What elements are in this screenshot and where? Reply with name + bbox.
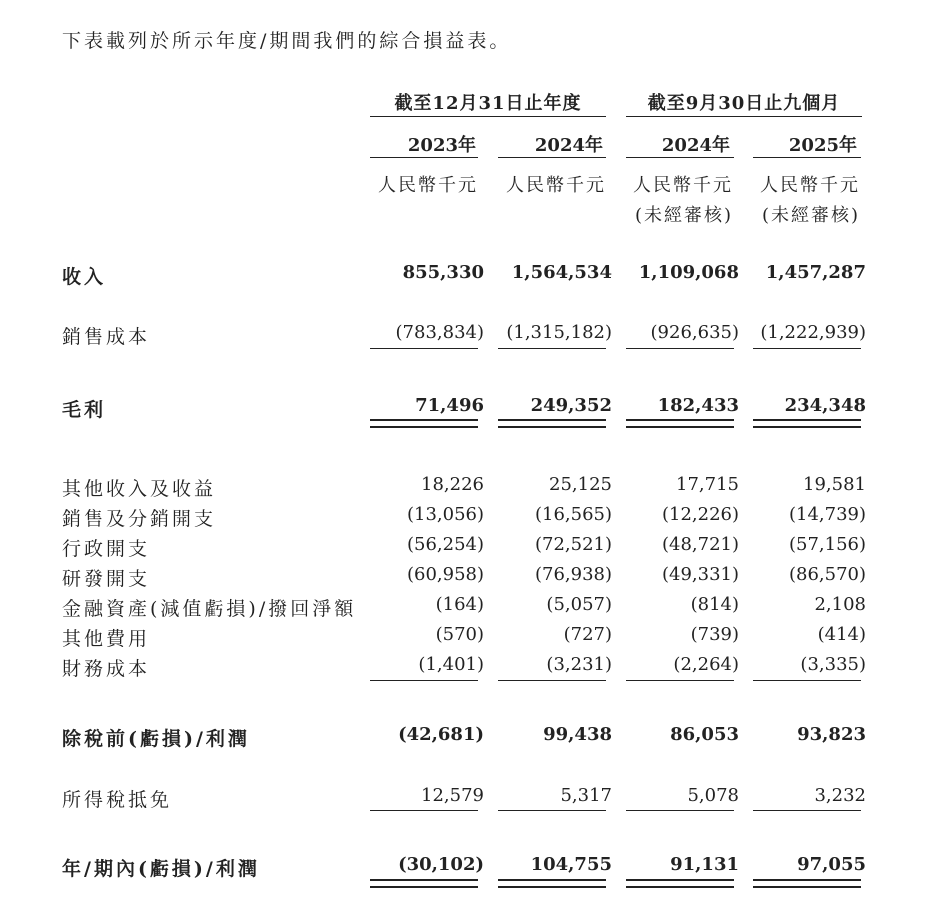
table-row-income-tax — [0, 785, 934, 811]
table-row-finance-costs — [0, 654, 934, 680]
row-label: 所得稅抵免 — [62, 789, 173, 811]
annual-group-rule — [370, 116, 606, 117]
table-row-other-expenses — [0, 624, 934, 650]
double-underline — [498, 879, 606, 888]
subtotal-rule — [753, 680, 861, 681]
double-underline — [753, 419, 861, 428]
table-row-revenue — [0, 262, 934, 288]
unit-label-3: 人民幣千元 — [633, 175, 733, 196]
double-underline — [626, 879, 734, 888]
unit-label-2: 人民幣千元 — [506, 175, 606, 196]
row-value: 234,348 — [784, 395, 866, 416]
row-label: 毛利 — [62, 399, 107, 421]
subtotal-rule — [370, 348, 478, 349]
row-label: 研發開支 — [62, 568, 151, 590]
row-value: (570) — [435, 624, 484, 645]
unaudited-note-3: (未經審核) — [634, 205, 733, 226]
double-underline — [370, 419, 478, 428]
subtotal-rule — [753, 348, 861, 349]
subtotal-rule — [498, 680, 606, 681]
annual-group-header: 截至12月31日止年度 — [394, 93, 582, 114]
table-row-selling-expenses — [0, 504, 934, 530]
row-value: (1,315,182) — [506, 322, 612, 343]
row-value: 5,078 — [687, 785, 739, 806]
row-value: 97,055 — [797, 854, 866, 875]
row-value: (164) — [435, 594, 484, 615]
row-value: (2,264) — [673, 654, 739, 675]
year-header-3: 2024年 — [661, 135, 730, 156]
unit-label-4: 人民幣千元 — [760, 175, 860, 196]
row-label: 行政開支 — [62, 538, 151, 560]
table-row-cost-of-sales — [0, 322, 934, 348]
table-row-gross-profit — [0, 395, 934, 421]
row-label: 財務成本 — [62, 658, 151, 680]
subtotal-rule — [498, 810, 606, 811]
row-value: (72,521) — [534, 534, 612, 555]
row-value: 249,352 — [530, 395, 612, 416]
row-value: (926,635) — [650, 322, 739, 343]
row-value: 18,226 — [421, 474, 484, 495]
row-value: 99,438 — [543, 724, 612, 745]
row-value: (5,057) — [546, 594, 612, 615]
row-value: (76,938) — [534, 564, 612, 585]
row-value: (1,222,939) — [760, 322, 866, 343]
row-value: 855,330 — [402, 262, 484, 283]
double-underline — [753, 879, 861, 888]
table-row-admin-expenses — [0, 534, 934, 560]
row-value: (414) — [817, 624, 866, 645]
row-value: 93,823 — [797, 724, 866, 745]
double-underline — [498, 419, 606, 428]
double-underline — [370, 879, 478, 888]
row-value: 17,715 — [676, 474, 739, 495]
row-value: (16,565) — [534, 504, 612, 525]
row-label: 其他收入及收益 — [62, 478, 217, 500]
row-value: 91,131 — [670, 854, 739, 875]
row-label: 年/期內(虧損)/利潤 — [62, 858, 260, 880]
row-value: (739) — [690, 624, 739, 645]
year-rule-1 — [370, 157, 478, 158]
subtotal-rule — [370, 810, 478, 811]
row-value: 86,053 — [670, 724, 739, 745]
row-value: (60,958) — [406, 564, 484, 585]
unit-label-1: 人民幣千元 — [378, 175, 478, 196]
subtotal-rule — [626, 680, 734, 681]
subtotal-rule — [626, 810, 734, 811]
row-value: 2,108 — [814, 594, 866, 615]
row-value: 182,433 — [657, 395, 739, 416]
row-value: (13,056) — [406, 504, 484, 525]
year-rule-4 — [753, 157, 861, 158]
row-value: 5,317 — [560, 785, 612, 806]
subtotal-rule — [626, 348, 734, 349]
row-value: (57,156) — [788, 534, 866, 555]
table-row-net-profit — [0, 854, 934, 880]
table-row-impairment — [0, 594, 934, 620]
subtotal-rule — [370, 680, 478, 681]
row-label: 銷售成本 — [62, 326, 151, 348]
row-label: 收入 — [62, 266, 107, 288]
ninemonth-group-header: 截至9月30日止九個月 — [647, 93, 841, 114]
row-value: 1,457,287 — [765, 262, 866, 283]
year-rule-2 — [498, 157, 606, 158]
row-value: (3,231) — [546, 654, 612, 675]
row-value: 71,496 — [415, 395, 484, 416]
row-value: (1,401) — [418, 654, 484, 675]
table-row-profit-before-tax — [0, 724, 934, 750]
row-value: (12,226) — [661, 504, 739, 525]
row-value: (3,335) — [800, 654, 866, 675]
row-value: 12,579 — [421, 785, 484, 806]
row-value: 3,232 — [814, 785, 866, 806]
unaudited-note-4: (未經審核) — [761, 205, 860, 226]
row-label: 其他費用 — [62, 628, 151, 650]
row-label: 金融資產(減值虧損)/撥回淨額 — [62, 598, 357, 620]
row-value: (727) — [563, 624, 612, 645]
row-value: (48,721) — [661, 534, 739, 555]
row-value: (14,739) — [788, 504, 866, 525]
row-value: 1,564,534 — [511, 262, 612, 283]
row-value: 104,755 — [530, 854, 612, 875]
row-value: 25,125 — [549, 474, 612, 495]
ninemonth-group-rule — [626, 116, 862, 117]
row-value: (56,254) — [406, 534, 484, 555]
year-header-2: 2024年 — [534, 135, 603, 156]
row-value: (42,681) — [398, 724, 484, 745]
double-underline — [626, 419, 734, 428]
table-row-other-income — [0, 474, 934, 500]
row-value: (783,834) — [395, 322, 484, 343]
row-label: 銷售及分銷開支 — [62, 508, 217, 530]
subtotal-rule — [753, 810, 861, 811]
row-value: 19,581 — [803, 474, 866, 495]
subtotal-rule — [498, 348, 606, 349]
year-header-1: 2023年 — [407, 135, 476, 156]
row-value: (30,102) — [398, 854, 484, 875]
year-header-4: 2025年 — [788, 135, 857, 156]
year-rule-3 — [626, 157, 734, 158]
row-label: 除稅前(虧損)/利潤 — [62, 728, 250, 750]
intro-text: 下表載列於所示年度/期間我們的綜合損益表。 — [62, 30, 512, 52]
table-row-rnd-expenses — [0, 564, 934, 590]
row-value: (86,570) — [788, 564, 866, 585]
row-value: (814) — [690, 594, 739, 615]
row-value: (49,331) — [661, 564, 739, 585]
row-value: 1,109,068 — [638, 262, 739, 283]
